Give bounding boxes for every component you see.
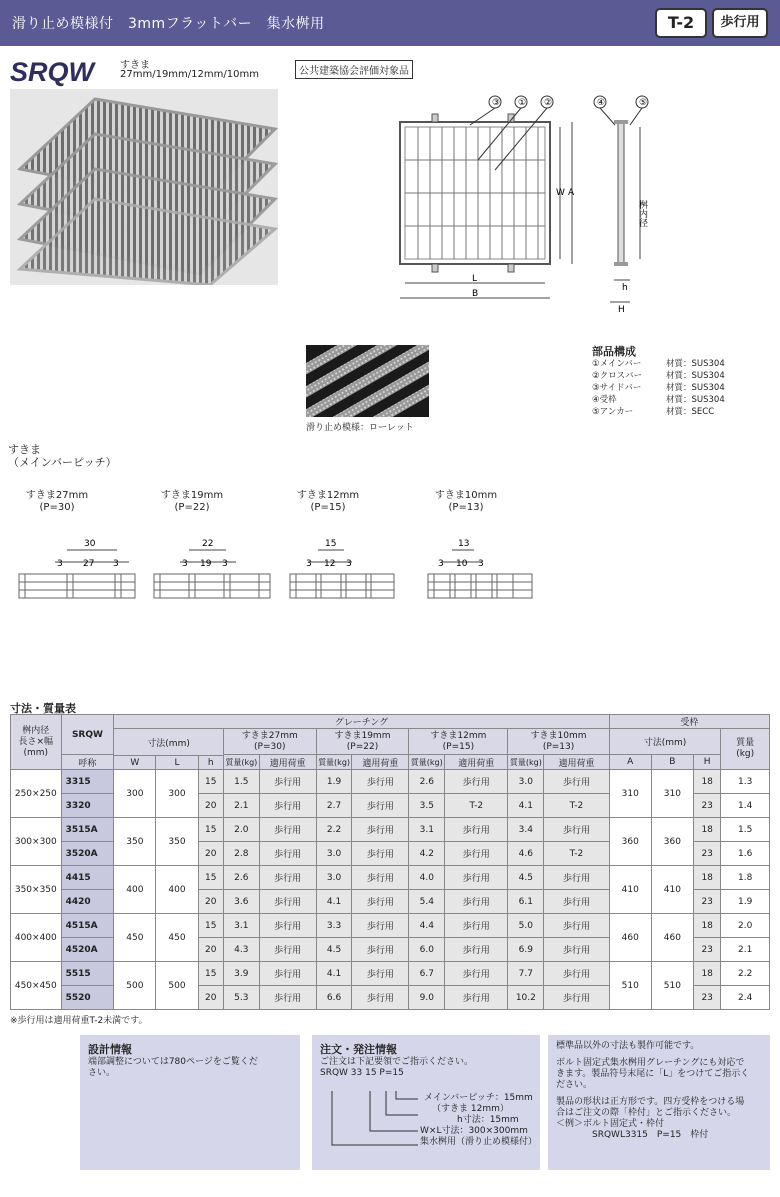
other-info-box: [548, 1035, 770, 1170]
svg-text:13: 13: [458, 539, 470, 549]
table-cell: 6.0: [409, 938, 445, 962]
parts-item: ⑤アンカー 材質：SECC: [592, 407, 715, 417]
table-cell: 1.9: [721, 890, 770, 914]
table-cell: 450: [156, 914, 198, 962]
table-cell: 300×300: [11, 818, 62, 866]
pitch-p: (P=13): [448, 502, 484, 513]
table-cell: T-2: [544, 842, 609, 866]
table-cell: 18: [693, 866, 720, 890]
table-row: [11, 866, 770, 890]
table-cell: 500: [156, 962, 198, 1010]
table-cell: 1.3: [721, 770, 770, 794]
table-cell: 20: [198, 842, 223, 866]
table-cell: 450: [114, 914, 156, 962]
table-cell: 歩行用: [445, 986, 508, 1010]
table-cell: 歩行用: [259, 818, 316, 842]
callout-2: ②: [544, 98, 553, 108]
design-info-box: [80, 1035, 300, 1170]
header-load: 適用荷重: [445, 755, 508, 770]
order-info-box: [312, 1035, 540, 1170]
table-cell: 3.0: [316, 866, 352, 890]
model-name: SRQW: [10, 57, 94, 87]
spec-table: [10, 714, 770, 1010]
table-cell: 2.0: [721, 914, 770, 938]
table-cell: 歩行用: [352, 770, 409, 794]
table-cell: 2.8: [223, 842, 259, 866]
header-mass: 質量(kg): [316, 755, 352, 770]
table-cell: 歩行用: [544, 866, 609, 890]
table-cell: 7.7: [508, 962, 544, 986]
callout-3: ③: [492, 98, 501, 108]
table-cell: 1.4: [721, 794, 770, 818]
table-cell: 4.1: [508, 794, 544, 818]
table-cell: 2.1: [721, 938, 770, 962]
table-cell: 2.7: [316, 794, 352, 818]
header-inner-size: 桝内径 長さ×幅 (mm): [11, 715, 62, 770]
table-cell: 歩行用: [259, 986, 316, 1010]
table-row: [11, 818, 770, 842]
table-cell: 歩行用: [544, 818, 609, 842]
table-cell: 360: [651, 818, 693, 866]
table-cell: 400×400: [11, 914, 62, 962]
table-row: [11, 770, 770, 794]
table-cell: 4515A: [61, 914, 114, 938]
header-grating: グレーチング: [114, 715, 609, 729]
table-cell: 3320: [61, 794, 114, 818]
other-info-p4: ＜例＞ボルト固定式・枠付: [556, 1119, 665, 1129]
table-cell: 3.5: [409, 794, 445, 818]
table-cell: 6.9: [508, 938, 544, 962]
svg-text:30: 30: [84, 539, 96, 549]
table-cell: T-2: [544, 794, 609, 818]
gap-label: すきま: [120, 60, 150, 71]
table-cell: 18: [693, 962, 720, 986]
table-cell: 歩行用: [352, 986, 409, 1010]
table-cell: 歩行用: [445, 914, 508, 938]
table-note: ※歩行用は適用荷重T-2未満です。: [10, 1016, 148, 1026]
dim-H: H: [618, 305, 625, 315]
table-cell: 300: [114, 770, 156, 818]
order-line-gap: （すきま 12mm）: [432, 1104, 509, 1114]
header-H: H: [693, 755, 720, 770]
table-cell: 15: [198, 818, 223, 842]
design-info-body: 端部調整については780ページをご覧くだ さい。: [88, 1057, 258, 1078]
knurl-pattern-photo: [306, 345, 429, 417]
table-cell: 5515: [61, 962, 114, 986]
table-cell: 歩行用: [544, 890, 609, 914]
table-cell: 400: [114, 866, 156, 914]
table-cell: 歩行用: [259, 938, 316, 962]
table-cell: 2.2: [721, 962, 770, 986]
table-cell: 3.4: [508, 818, 544, 842]
callout-1: ①: [518, 98, 527, 108]
table-cell: 23: [693, 938, 720, 962]
header-mass: 質量(kg): [223, 755, 259, 770]
table-cell: 6.7: [409, 962, 445, 986]
parts-item: ①メインバー 材質：SUS304: [592, 359, 725, 369]
table-cell: 歩行用: [259, 914, 316, 938]
table-cell: 10.2: [508, 986, 544, 1010]
table-cell: 2.2: [316, 818, 352, 842]
svg-text:3: 3: [182, 559, 188, 569]
table-cell: 2.1: [223, 794, 259, 818]
table-cell: 歩行用: [259, 794, 316, 818]
svg-text:3: 3: [478, 559, 484, 569]
table-cell: 歩行用: [445, 962, 508, 986]
table-cell: 360: [609, 818, 651, 866]
table-cell: 3520A: [61, 842, 114, 866]
pitch-diagram-12: [288, 490, 398, 600]
svg-text:3: 3: [346, 559, 352, 569]
header-call: 呼称: [61, 755, 114, 770]
table-cell: 350: [156, 818, 198, 866]
parts-item: ④受枠 材質：SUS304: [592, 395, 725, 405]
header-mass: 質量(kg): [508, 755, 544, 770]
header-W: W: [114, 756, 156, 770]
table-cell: 15: [198, 866, 223, 890]
table-cell: 510: [609, 962, 651, 1010]
table-cell: 460: [651, 914, 693, 962]
header-gap10: すきま10mm (P=13): [508, 729, 609, 755]
table-cell: 4.5: [508, 866, 544, 890]
order-info-intro: ご注文は下記要領でご指示ください。: [320, 1057, 474, 1067]
order-line-wl: W×L寸法：300×300mm: [420, 1126, 528, 1136]
order-info-title: 注文・発注情報: [320, 1043, 397, 1056]
table-cell: 450×450: [11, 962, 62, 1010]
table-cell: 3315: [61, 770, 114, 794]
table-cell: 4.4: [409, 914, 445, 938]
table-cell: 歩行用: [445, 890, 508, 914]
pitch-diagram-27: [17, 490, 137, 600]
table-cell: 歩行用: [445, 770, 508, 794]
table-cell: 300: [156, 770, 198, 818]
pitch-label: すきま10mm: [434, 490, 498, 501]
table-cell: 3.1: [409, 818, 445, 842]
dim-W: W: [556, 188, 565, 198]
table-cell: 歩行用: [352, 938, 409, 962]
table-cell: 350×350: [11, 866, 62, 914]
table-cell: 歩行用: [352, 962, 409, 986]
table-cell: 4.6: [508, 842, 544, 866]
pitch-p: (P=30): [39, 502, 75, 513]
table-cell: 4.0: [409, 866, 445, 890]
table-cell: 18: [693, 770, 720, 794]
table-cell: 350: [114, 818, 156, 866]
table-cell: 5.4: [409, 890, 445, 914]
usage-badge: 歩行用: [712, 8, 768, 38]
table-cell: 歩行用: [352, 890, 409, 914]
table-cell: 3.1: [223, 914, 259, 938]
table-cell: 歩行用: [544, 986, 609, 1010]
header-frame-dims: 寸法(mm): [609, 729, 721, 755]
table-cell: 歩行用: [445, 842, 508, 866]
table-cell: 6.1: [508, 890, 544, 914]
parts-item: ③サイドバー 材質：SUS304: [592, 383, 725, 393]
design-info-title: 設計情報: [88, 1043, 132, 1056]
pitch-p: (P=15): [310, 502, 346, 513]
table-cell: 310: [651, 770, 693, 818]
other-info-p3: 製品の形状は正方形です。四方受枠をつける場 合はご注文の際「枠付」とご指示ください。: [556, 1097, 745, 1118]
table-cell: 歩行用: [259, 770, 316, 794]
table-cell: 9.0: [409, 986, 445, 1010]
order-line-type: 集水桝用（滑り止め模様付）: [420, 1137, 538, 1147]
other-info-p1: 標準品以外の寸法も製作可能です。: [556, 1041, 700, 1051]
header-h: h: [198, 756, 223, 770]
table-cell: 20: [198, 794, 223, 818]
table-cell: 15: [198, 962, 223, 986]
parts-item: ②クロスバー 材質：SUS304: [592, 371, 725, 381]
pitch-p: (P=22): [174, 502, 210, 513]
table-cell: 2.6: [409, 770, 445, 794]
dim-L: L: [472, 274, 478, 284]
table-cell: 1.5: [223, 770, 259, 794]
table-cell: 歩行用: [544, 770, 609, 794]
table-cell: T-2: [445, 794, 508, 818]
header-title: 滑り止め模様付 3mmフラットバー 集水桝用: [12, 16, 325, 32]
table-cell: 歩行用: [544, 962, 609, 986]
table-cell: 4.1: [316, 890, 352, 914]
table-row: [11, 962, 770, 986]
table-cell: 歩行用: [352, 818, 409, 842]
table-cell: 500: [114, 962, 156, 1010]
table-cell: 20: [198, 986, 223, 1010]
svg-text:22: 22: [202, 539, 214, 549]
order-example: SRQW 33 15 P=15: [320, 1068, 404, 1078]
table-row: [11, 914, 770, 938]
table-cell: 1.6: [721, 842, 770, 866]
table-cell: 23: [693, 842, 720, 866]
callout-5: ⑤: [639, 98, 648, 108]
table-cell: 3.9: [223, 962, 259, 986]
header-dims: 寸法(mm): [114, 729, 224, 756]
svg-text:3: 3: [113, 559, 119, 569]
pitch-section-title: すきま （メインバーピッチ）: [8, 443, 117, 469]
pitch-label: すきま27mm: [25, 490, 89, 501]
dim-B: B: [472, 289, 479, 299]
table-cell: 歩行用: [259, 962, 316, 986]
svg-text:19: 19: [200, 559, 212, 569]
table-cell: 6.6: [316, 986, 352, 1010]
table-cell: 歩行用: [352, 914, 409, 938]
pitch-label: すきま12mm: [296, 490, 360, 501]
table-cell: 18: [693, 914, 720, 938]
table-cell: 410: [609, 866, 651, 914]
table-cell: 3.6: [223, 890, 259, 914]
table-cell: 3515A: [61, 818, 114, 842]
table-cell: 1.9: [316, 770, 352, 794]
dim-A: A: [568, 188, 575, 198]
table-cell: 1.5: [721, 818, 770, 842]
header-gap19: すきま19mm (P=22): [316, 729, 409, 755]
svg-text:3: 3: [57, 559, 63, 569]
table-cell: 1.8: [721, 866, 770, 890]
pitch-diagram-19: [152, 490, 272, 600]
table-title: 寸法・質量表: [10, 702, 76, 715]
table-cell: 23: [693, 890, 720, 914]
dim-h: h: [622, 283, 628, 293]
pitch-label: すきま19mm: [160, 490, 224, 501]
header-load: 適用荷重: [259, 755, 316, 770]
header-gap27: すきま27mm (P=30): [223, 729, 316, 755]
table-cell: 4420: [61, 890, 114, 914]
table-cell: 3.0: [508, 770, 544, 794]
table-cell: 歩行用: [544, 938, 609, 962]
table-cell: 2.6: [223, 866, 259, 890]
table-cell: 2.0: [223, 818, 259, 842]
header-frame-mass: 質量 (kg): [721, 729, 770, 770]
table-cell: 歩行用: [259, 866, 316, 890]
table-cell: 18: [693, 818, 720, 842]
product-photo: [10, 89, 278, 285]
table-cell: 5.0: [508, 914, 544, 938]
svg-text:12: 12: [324, 559, 336, 569]
technical-drawing: [390, 90, 670, 315]
table-cell: 400: [156, 866, 198, 914]
table-cell: 3.3: [316, 914, 352, 938]
table-cell: 15: [198, 770, 223, 794]
svg-text:3: 3: [438, 559, 444, 569]
table-cell: 510: [651, 962, 693, 1010]
header-L: L: [156, 756, 198, 770]
order-line-pitch: メインバーピッチ：15mm: [424, 1093, 533, 1103]
header-A: A: [609, 755, 651, 770]
table-cell: 歩行用: [259, 842, 316, 866]
svg-text:10: 10: [456, 559, 468, 569]
table-cell: 250×250: [11, 770, 62, 818]
table-cell: 歩行用: [445, 818, 508, 842]
table-cell: 歩行用: [544, 914, 609, 938]
table-cell: 5.3: [223, 986, 259, 1010]
header-B: B: [651, 755, 693, 770]
header-frame: 受枠: [609, 715, 769, 729]
table-cell: 3.0: [316, 842, 352, 866]
header-model: SRQW: [61, 715, 114, 755]
svg-text:3: 3: [306, 559, 312, 569]
dim-inner: 桝内径: [637, 200, 647, 227]
table-cell: 歩行用: [445, 938, 508, 962]
table-cell: 4.2: [409, 842, 445, 866]
table-cell: 4.5: [316, 938, 352, 962]
table-cell: 20: [198, 890, 223, 914]
table-cell: 460: [609, 914, 651, 962]
other-info-p5: SRQWL3315 P=15 枠付: [592, 1130, 709, 1140]
table-cell: 4.3: [223, 938, 259, 962]
svg-text:15: 15: [325, 539, 337, 549]
table-cell: 歩行用: [352, 842, 409, 866]
table-cell: 歩行用: [352, 866, 409, 890]
table-cell: 4.1: [316, 962, 352, 986]
table-cell: 歩行用: [352, 794, 409, 818]
pitch-diagram-10: [426, 490, 536, 600]
table-cell: 410: [651, 866, 693, 914]
header-gap12: すきま12mm (P=15): [409, 729, 508, 755]
table-cell: 歩行用: [259, 890, 316, 914]
load-class-badge: T-2: [655, 8, 707, 38]
order-line-h: h寸法：15mm: [457, 1115, 519, 1125]
parts-title: 部品構成: [592, 345, 636, 358]
table-cell: 4520A: [61, 938, 114, 962]
table-cell: 歩行用: [445, 866, 508, 890]
table-cell: 310: [609, 770, 651, 818]
other-info-p2: ボルト固定式集水桝用グレーチングにも対応で きます。製品符号末尾に「L」をつけてご指示く ださい。: [556, 1058, 750, 1090]
table-cell: 20: [198, 938, 223, 962]
header-mass: 質量(kg): [409, 755, 445, 770]
parts-list: [592, 358, 725, 418]
table-cell: 23: [693, 794, 720, 818]
table-cell: 23: [693, 986, 720, 1010]
certification-badge: 公共建築協会評価対象品: [295, 60, 413, 79]
gap-sizes: 27mm/19mm/12mm/10mm: [120, 69, 259, 80]
table-cell: 2.4: [721, 986, 770, 1010]
svg-text:27: 27: [83, 559, 95, 569]
table-cell: 5520: [61, 986, 114, 1010]
svg-text:3: 3: [222, 559, 228, 569]
knurl-caption: 滑り止め模様：ローレット: [306, 423, 414, 433]
callout-4: ④: [597, 98, 606, 108]
table-cell: 15: [198, 914, 223, 938]
header-load: 適用荷重: [544, 755, 609, 770]
table-cell: 4415: [61, 866, 114, 890]
header-load: 適用荷重: [352, 755, 409, 770]
